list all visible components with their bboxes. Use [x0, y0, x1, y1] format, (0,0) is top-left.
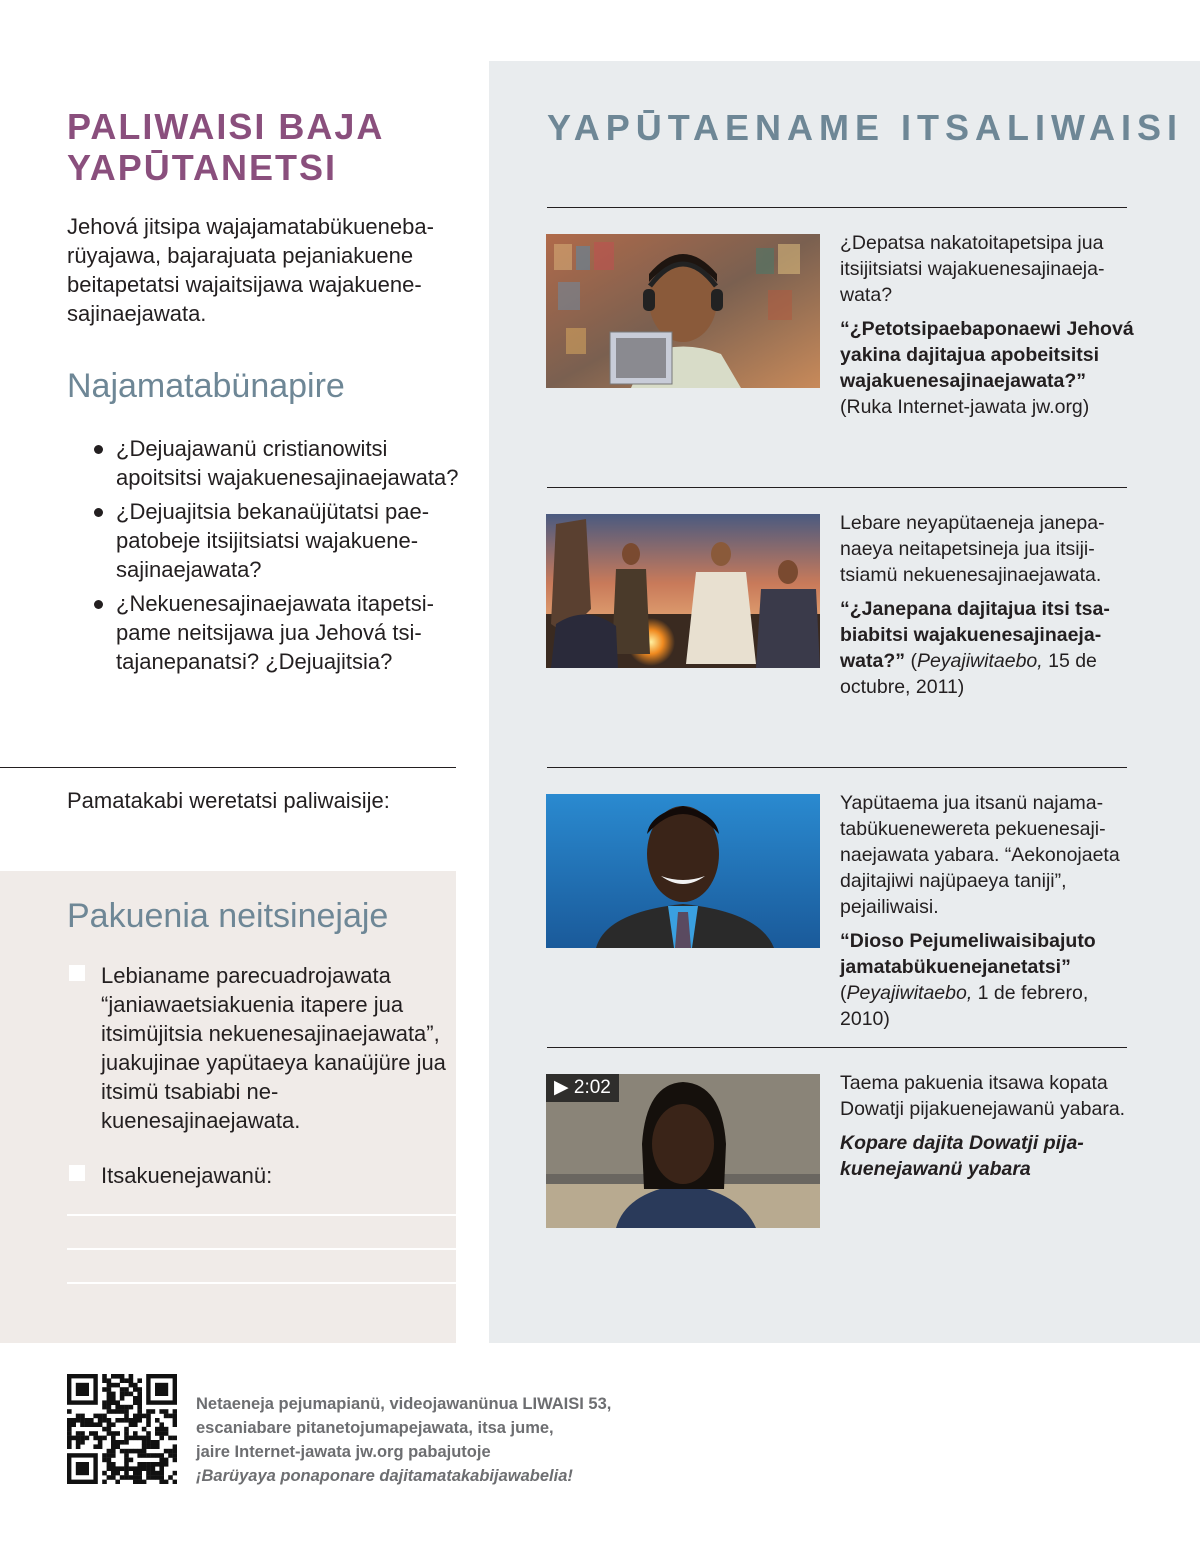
campfire-gathering-painting[interactable]	[546, 514, 820, 668]
video-title[interactable]: Kopare dajita Dowatji pijakuenejawanü yabara	[840, 1132, 1084, 1180]
article-title[interactable]: “¿Janepana dajitajua itsi tsabiabitsi wajakuenesajinaejawata?”	[840, 598, 1110, 672]
footer-text: Netaeneja pejumapianü, videojawanünua LIWAISI 53, escaniabare pitanetojumapejawata, itsa jume, jaire Internet-jawata jw.org pabajutoje ¡Barüyaya ponaponare dajitamatakabijawabelia!	[196, 1395, 612, 1485]
divider	[547, 767, 1127, 768]
smiling-man-portrait[interactable]	[546, 794, 820, 948]
related-item-text: ¿Depatsa nakatoitapetsipa jua itsijitsiatsi wajakuenesajinaejawata? “¿Petotsipaebaponaewi Jehová yakina dajitajua apobeitsitsi wajakuenesajinaejawata?” (Ruka Internet-jawata jw.org)	[840, 232, 1134, 418]
divider	[0, 767, 456, 768]
related-title: YAPŪTAENAME ITSALIWAISI	[547, 107, 1184, 148]
questions-list	[92, 434, 462, 681]
question-item: ¿Nekuenesajinaejawata itapetsipame neitsijawa jua Jehová tsitajanepanatsi? ¿Dejuajitsia?	[92, 589, 462, 676]
write-line[interactable]	[67, 1214, 456, 1216]
question-item: ¿Dejuajitsia bekanaüjütatsi paepatobeje itsijitsiatsi wajakuenesajinaejawata?	[92, 497, 462, 584]
tasks-heading: Pakuenia neitsinejaje	[67, 897, 389, 935]
question-item: ¿Dejuajawanü cristianowitsi apoitsitsi wajakuenesajinaejawata?	[92, 434, 462, 492]
related-item-text: Lebare neyapütaeneja janepanaeya neitapetsineja jua itsijitsiamü nekuenesajinaejawata. “¿Janepana dajitajua itsi tsabiabitsi wajakuenesajinaejawata?” (Peyajiwitaebo, 15 de octubre, 2011)	[840, 512, 1110, 698]
divider	[547, 487, 1127, 488]
task-item: Lebianame parecuadrojawata “janiawaetsiakuenia itapere jua itsimüjitsia nekuenesajinaejawata”, juakujinae yapütaeya kanaüjüre jua itsimü tsabiabi nekuenesajinaejawata.	[67, 961, 452, 1135]
young-man-headphones-photo[interactable]	[546, 234, 820, 388]
checkbox-icon[interactable]	[69, 1165, 85, 1181]
intro-paragraph: Jehová jitsipa wajajamatabükuenebarüyajawa, bajarajuata pejaniakuene beitapetatsi wajaitsijawa wajakuenesajinaejawata.	[67, 214, 434, 326]
questions-heading: Najamatabünapire	[67, 367, 345, 405]
bullet-icon	[94, 600, 103, 609]
related-item-text: Taema pakuenia itsawa kopata Dowatji pijakuenejawanü yabara. Kopare dajita Dowatji pijakuenejawanü yabara	[840, 1072, 1126, 1180]
related-item-text: Yapütaema jua itsanü najamatabükuenewereta pekuenesajinaejawata yabara. “Aekonojaeta dajitajiwi najüpaeya taniji”, pejailiwaisi. “Dioso Pejumeliwaisibajuto jamatabükuenejanetatsi” (Peyajiwitaebo, 1 de febrero, 2010)	[840, 792, 1120, 1030]
article-title[interactable]: “¿Petotsipaebaponaewi Jehová yakina dajitajua apobeitsitsi wajakuenesajinaejawata?”	[840, 318, 1134, 392]
bullet-icon	[94, 445, 103, 454]
woman-video-still[interactable]	[546, 1074, 820, 1228]
write-line[interactable]	[67, 1248, 456, 1250]
memorize-label: Pamatakabi weretatsi paliwaisije:	[67, 788, 390, 813]
divider	[547, 207, 1127, 208]
qr-code-icon[interactable]	[67, 1374, 177, 1484]
article-title[interactable]: “Dioso Pejumeliwaisibajuto jamatabükuenejanetatsi”	[840, 930, 1096, 978]
checkbox-icon[interactable]	[69, 965, 85, 981]
page-title: PALIWAISI BAJA YAPŪTANETSI	[67, 106, 384, 188]
divider	[547, 1047, 1127, 1048]
video-duration-badge: ▶ 2:02	[546, 1074, 619, 1102]
task-item: Itsakuenejawanü:	[67, 1161, 452, 1190]
bullet-icon	[94, 508, 103, 517]
write-line[interactable]	[67, 1282, 456, 1284]
